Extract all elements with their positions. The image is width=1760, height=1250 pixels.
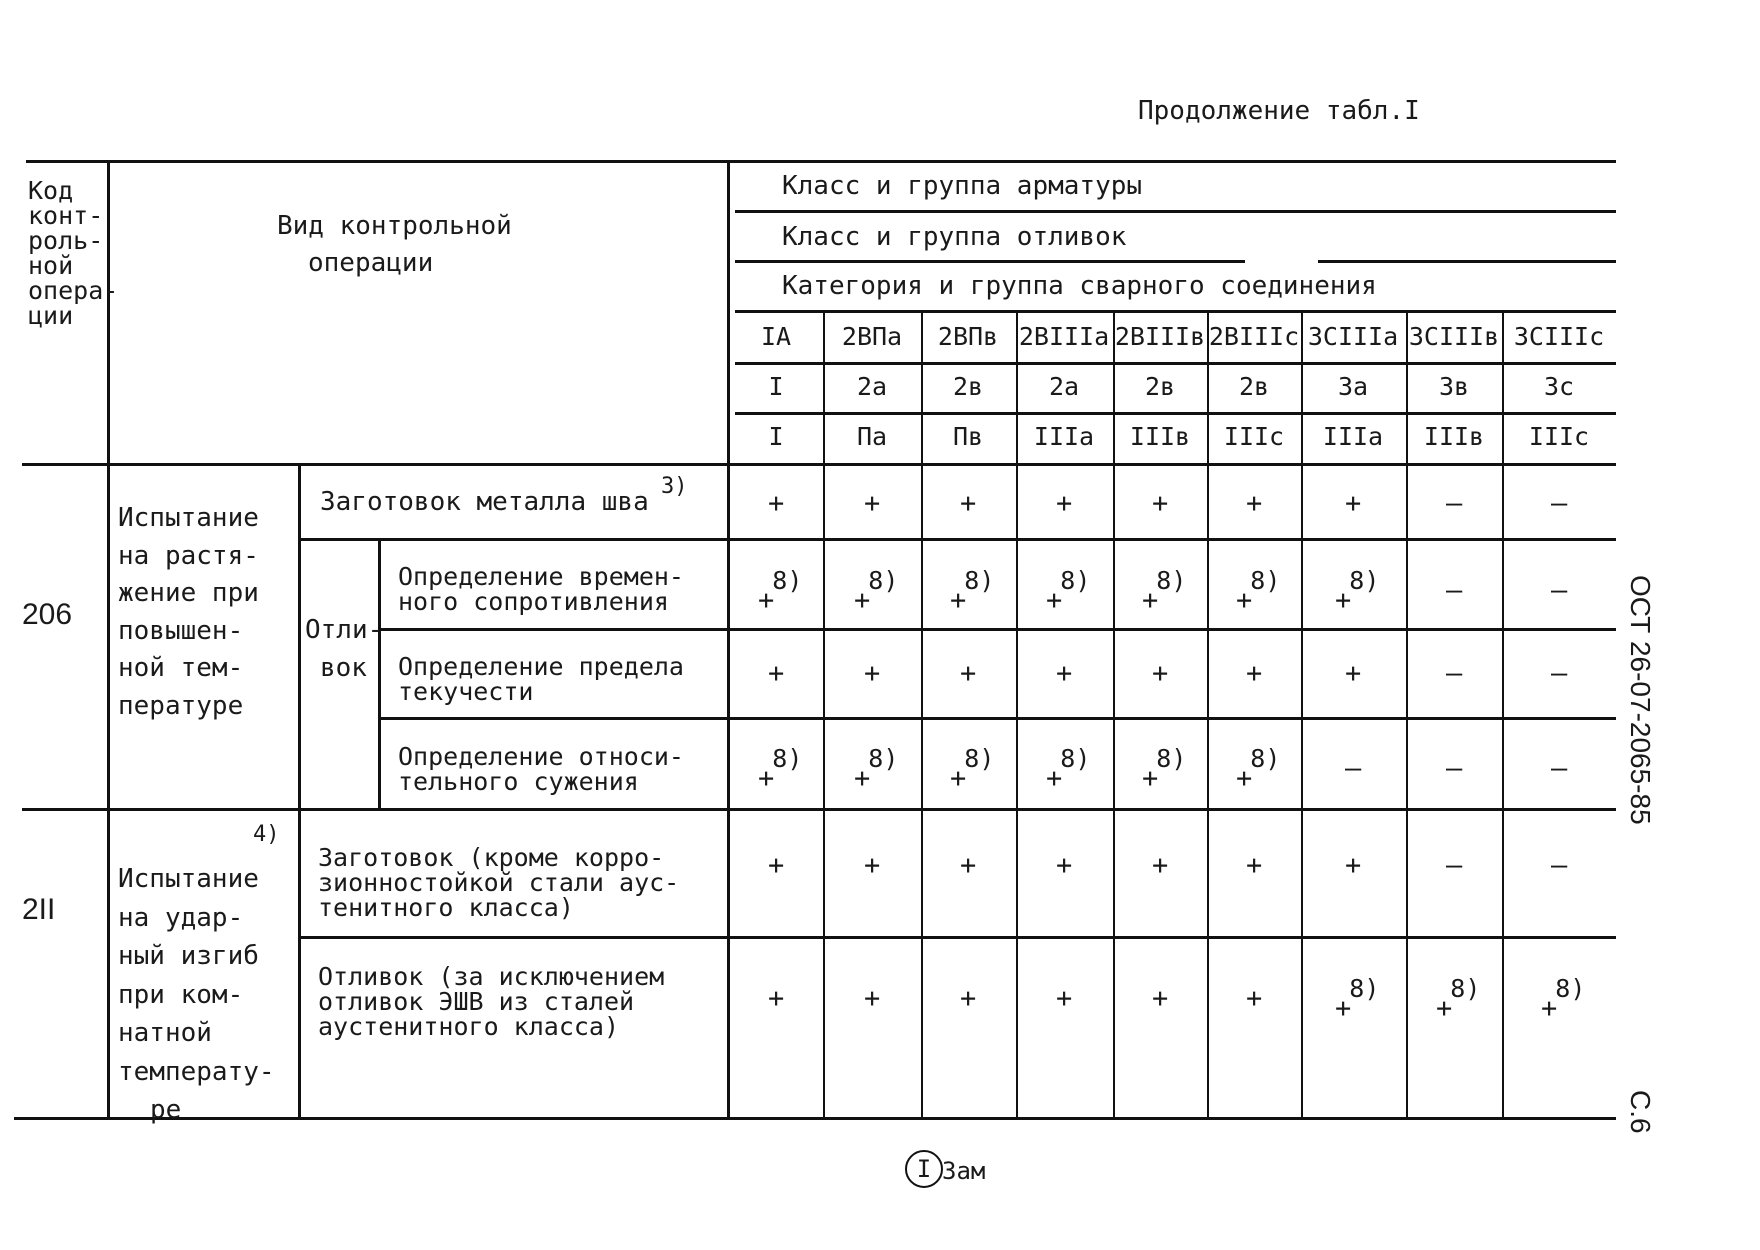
weld-code: IIIв xyxy=(1423,422,1485,451)
casting-code: 2а xyxy=(1048,372,1080,401)
table-cell-mark: + xyxy=(864,850,881,881)
code-header-line: конт- xyxy=(28,201,104,230)
code-header-line: роль- xyxy=(28,226,104,255)
table-cell-mark: +$^{8)}$ xyxy=(1046,744,1091,794)
casting-class-header: Класс и группа отливок xyxy=(782,222,1127,252)
table-cell-mark: – xyxy=(1345,753,1362,784)
table-cell-mark: +$^{8)}$ xyxy=(1046,566,1091,616)
armature-code: 2ВIIIа xyxy=(1018,322,1110,351)
table-cell-mark: +$^{8)}$ xyxy=(1142,744,1187,794)
table-cell-mark: + xyxy=(960,658,977,689)
footnote-ref-3: 3) xyxy=(661,474,688,499)
name-line: натной xyxy=(118,1018,212,1048)
table-cell-mark: + xyxy=(768,850,785,881)
casting-code: 3а xyxy=(1337,372,1369,401)
weld-code: IIIс xyxy=(1528,422,1590,451)
casting-code: 3в xyxy=(1438,372,1470,401)
castings-label-line2: вок xyxy=(320,653,367,683)
table-cell-mark: +$^{8)}$ xyxy=(854,566,899,616)
table-cell-mark: +$^{8)}$ xyxy=(1436,974,1481,1024)
operation-header-line1: Вид контрольной xyxy=(277,211,512,241)
weld-code: Па xyxy=(856,422,888,451)
table-cell-mark: + xyxy=(960,488,977,519)
table-cell-mark: + xyxy=(1246,850,1263,881)
table-cell-mark: – xyxy=(1551,850,1568,881)
table-cell-mark: + xyxy=(1345,658,1362,689)
table-cell-mark: + xyxy=(1246,658,1263,689)
row-text-line: аустенитного класса) xyxy=(318,1012,620,1041)
table-cell-mark: + xyxy=(1152,658,1169,689)
name-line: ре xyxy=(150,1095,182,1125)
operation-name-211 xyxy=(118,860,275,1130)
armature-code: 3СIIIа xyxy=(1307,322,1399,351)
table-cell-mark: – xyxy=(1446,850,1463,881)
table-cell-mark: + xyxy=(864,983,881,1014)
table-cell-mark: + xyxy=(1152,850,1169,881)
armature-code: IА xyxy=(760,322,792,351)
table-cell-mark: + xyxy=(1345,488,1362,519)
name-line: пературе xyxy=(118,690,244,721)
row-text-line: Определение времен- xyxy=(398,562,684,591)
row-text-line: отливок ЭШВ из сталей xyxy=(318,987,635,1016)
table-cell-mark: + xyxy=(768,488,785,519)
footnote-ref-4: 4) xyxy=(253,822,280,847)
page-number-text: С.6 xyxy=(1625,1090,1656,1134)
table-cell-mark: + xyxy=(960,850,977,881)
table-cell-mark: + xyxy=(1056,658,1073,689)
operation-code-211: 2II xyxy=(22,893,56,926)
row-text-line: Отливок (за исключением xyxy=(318,962,665,991)
name-line: повышен- xyxy=(118,615,244,646)
weld-code: IIIв xyxy=(1129,422,1191,451)
casting-code: 2в xyxy=(952,372,984,401)
table-cell-mark: + xyxy=(864,658,881,689)
name-line: при ком- xyxy=(118,979,244,1010)
table-cell-mark: + xyxy=(1152,488,1169,519)
table-cell-mark: +$^{8)}$ xyxy=(950,566,995,616)
armature-code: 3СIIIс xyxy=(1513,322,1605,351)
change-number-circle: I xyxy=(905,1150,943,1188)
table-cell-mark: +$^{8)}$ xyxy=(1335,974,1380,1024)
row-text-line: Определение относи- xyxy=(398,742,684,771)
table-cell-mark: + xyxy=(1056,488,1073,519)
weld-code: IIIс xyxy=(1223,422,1285,451)
code-header-line: ции xyxy=(28,301,74,330)
casting-code: 2в xyxy=(1144,372,1176,401)
row-yield-strength xyxy=(398,654,684,704)
table-cell-mark: + xyxy=(1345,850,1362,881)
row-tensile-strength xyxy=(398,564,684,614)
table-cell-mark: + xyxy=(768,983,785,1014)
row-reduction-of-area xyxy=(398,744,684,794)
row-text-line: тенитного класса) xyxy=(318,893,574,922)
row-text-line: текучести xyxy=(398,677,534,706)
table-cell-mark: – xyxy=(1446,575,1463,606)
table-cell-mark: + xyxy=(1152,983,1169,1014)
name-line: ный изгиб xyxy=(118,941,259,971)
row-text-line: зионностойкой стали аус- xyxy=(318,868,680,897)
row-blanks-impact xyxy=(318,845,679,920)
row-castings-impact xyxy=(318,964,664,1039)
name-line: Испытание xyxy=(118,864,259,894)
table-cell-mark: + xyxy=(768,658,785,689)
weld-code: Пв xyxy=(952,422,984,451)
weld-code: IIIа xyxy=(1322,422,1384,451)
table-cell-mark: – xyxy=(1446,658,1463,689)
table-cell-mark: + xyxy=(1246,983,1263,1014)
operation-code-206: 206 xyxy=(22,598,73,631)
armature-code: 2ВIIIв xyxy=(1114,322,1206,351)
table-cell-mark: – xyxy=(1551,488,1568,519)
name-line: ной тем- xyxy=(118,653,244,683)
table-cell-mark: + xyxy=(1056,983,1073,1014)
weld-code: IIIа xyxy=(1033,422,1095,451)
casting-code: 2а xyxy=(856,372,888,401)
table-cell-mark: + xyxy=(1056,850,1073,881)
casting-code: 3с xyxy=(1543,372,1575,401)
table-cell-mark: +$^{8)}$ xyxy=(1335,566,1380,616)
operation-name-206 xyxy=(118,500,259,725)
armature-code: 2ВIIIс xyxy=(1208,322,1300,351)
table-cell-mark: – xyxy=(1446,488,1463,519)
castings-label-line1: Отли- xyxy=(305,615,384,645)
table-cell-mark: + xyxy=(960,983,977,1014)
table-cell-mark: +$^{8)}$ xyxy=(1236,744,1281,794)
table-cell-mark: – xyxy=(1446,753,1463,784)
continuation-caption: Продолжение табл.I xyxy=(1138,96,1420,126)
change-label: Зам xyxy=(942,1157,986,1185)
casting-code: I xyxy=(768,372,784,401)
row-text-line: ного сопротивления xyxy=(398,587,669,616)
row-text-line: Определение предела xyxy=(398,652,684,681)
side-standard-code xyxy=(1620,575,1660,855)
armature-class-header: Класс и группа арматуры xyxy=(782,171,1143,201)
armature-code: 2ВПв xyxy=(937,322,999,351)
code-column-header xyxy=(28,178,118,328)
code-header-line: Код xyxy=(28,176,74,205)
weld-code: I xyxy=(768,422,784,451)
armature-code: 3СIIIв xyxy=(1408,322,1500,351)
table-cell-mark: +$^{8)}$ xyxy=(1142,566,1187,616)
table-cell-mark: +$^{8)}$ xyxy=(1236,566,1281,616)
armature-code: 2ВПа xyxy=(841,322,903,351)
standard-code-text: ОСТ 26-07-2065-85 xyxy=(1625,575,1656,825)
operation-header-line2: операции xyxy=(308,248,434,278)
code-header-line: опера- xyxy=(28,276,119,305)
code-header-line: ной xyxy=(28,251,74,280)
name-line: жение при xyxy=(118,578,259,608)
weld-category-header: Категория и группа сварного соединения xyxy=(782,271,1377,301)
table-cell-mark: +$^{8)}$ xyxy=(758,744,803,794)
table-cell-mark: + xyxy=(864,488,881,519)
table-cell-mark: – xyxy=(1551,753,1568,784)
table-cell-mark: – xyxy=(1551,575,1568,606)
name-line: на растя- xyxy=(118,540,259,571)
casting-code: 2в xyxy=(1238,372,1270,401)
name-line: на удар- xyxy=(118,902,244,933)
table-cell-mark: +$^{8)}$ xyxy=(758,566,803,616)
name-line: температу- xyxy=(118,1056,275,1087)
row-text-line: тельного сужения xyxy=(398,767,639,796)
table-cell-mark: +$^{8)}$ xyxy=(950,744,995,794)
table-cell-mark: +$^{8)}$ xyxy=(854,744,899,794)
row-weld-metal-blanks: Заготовок металла шва xyxy=(320,487,649,517)
table-cell-mark: + xyxy=(1246,488,1263,519)
page-number xyxy=(1620,1090,1660,1150)
table-cell-mark: +$^{8)}$ xyxy=(1541,974,1586,1024)
name-line: Испытание xyxy=(118,503,259,533)
row-text-line: Заготовок (кроме корро- xyxy=(318,843,665,872)
table-cell-mark: – xyxy=(1551,658,1568,689)
